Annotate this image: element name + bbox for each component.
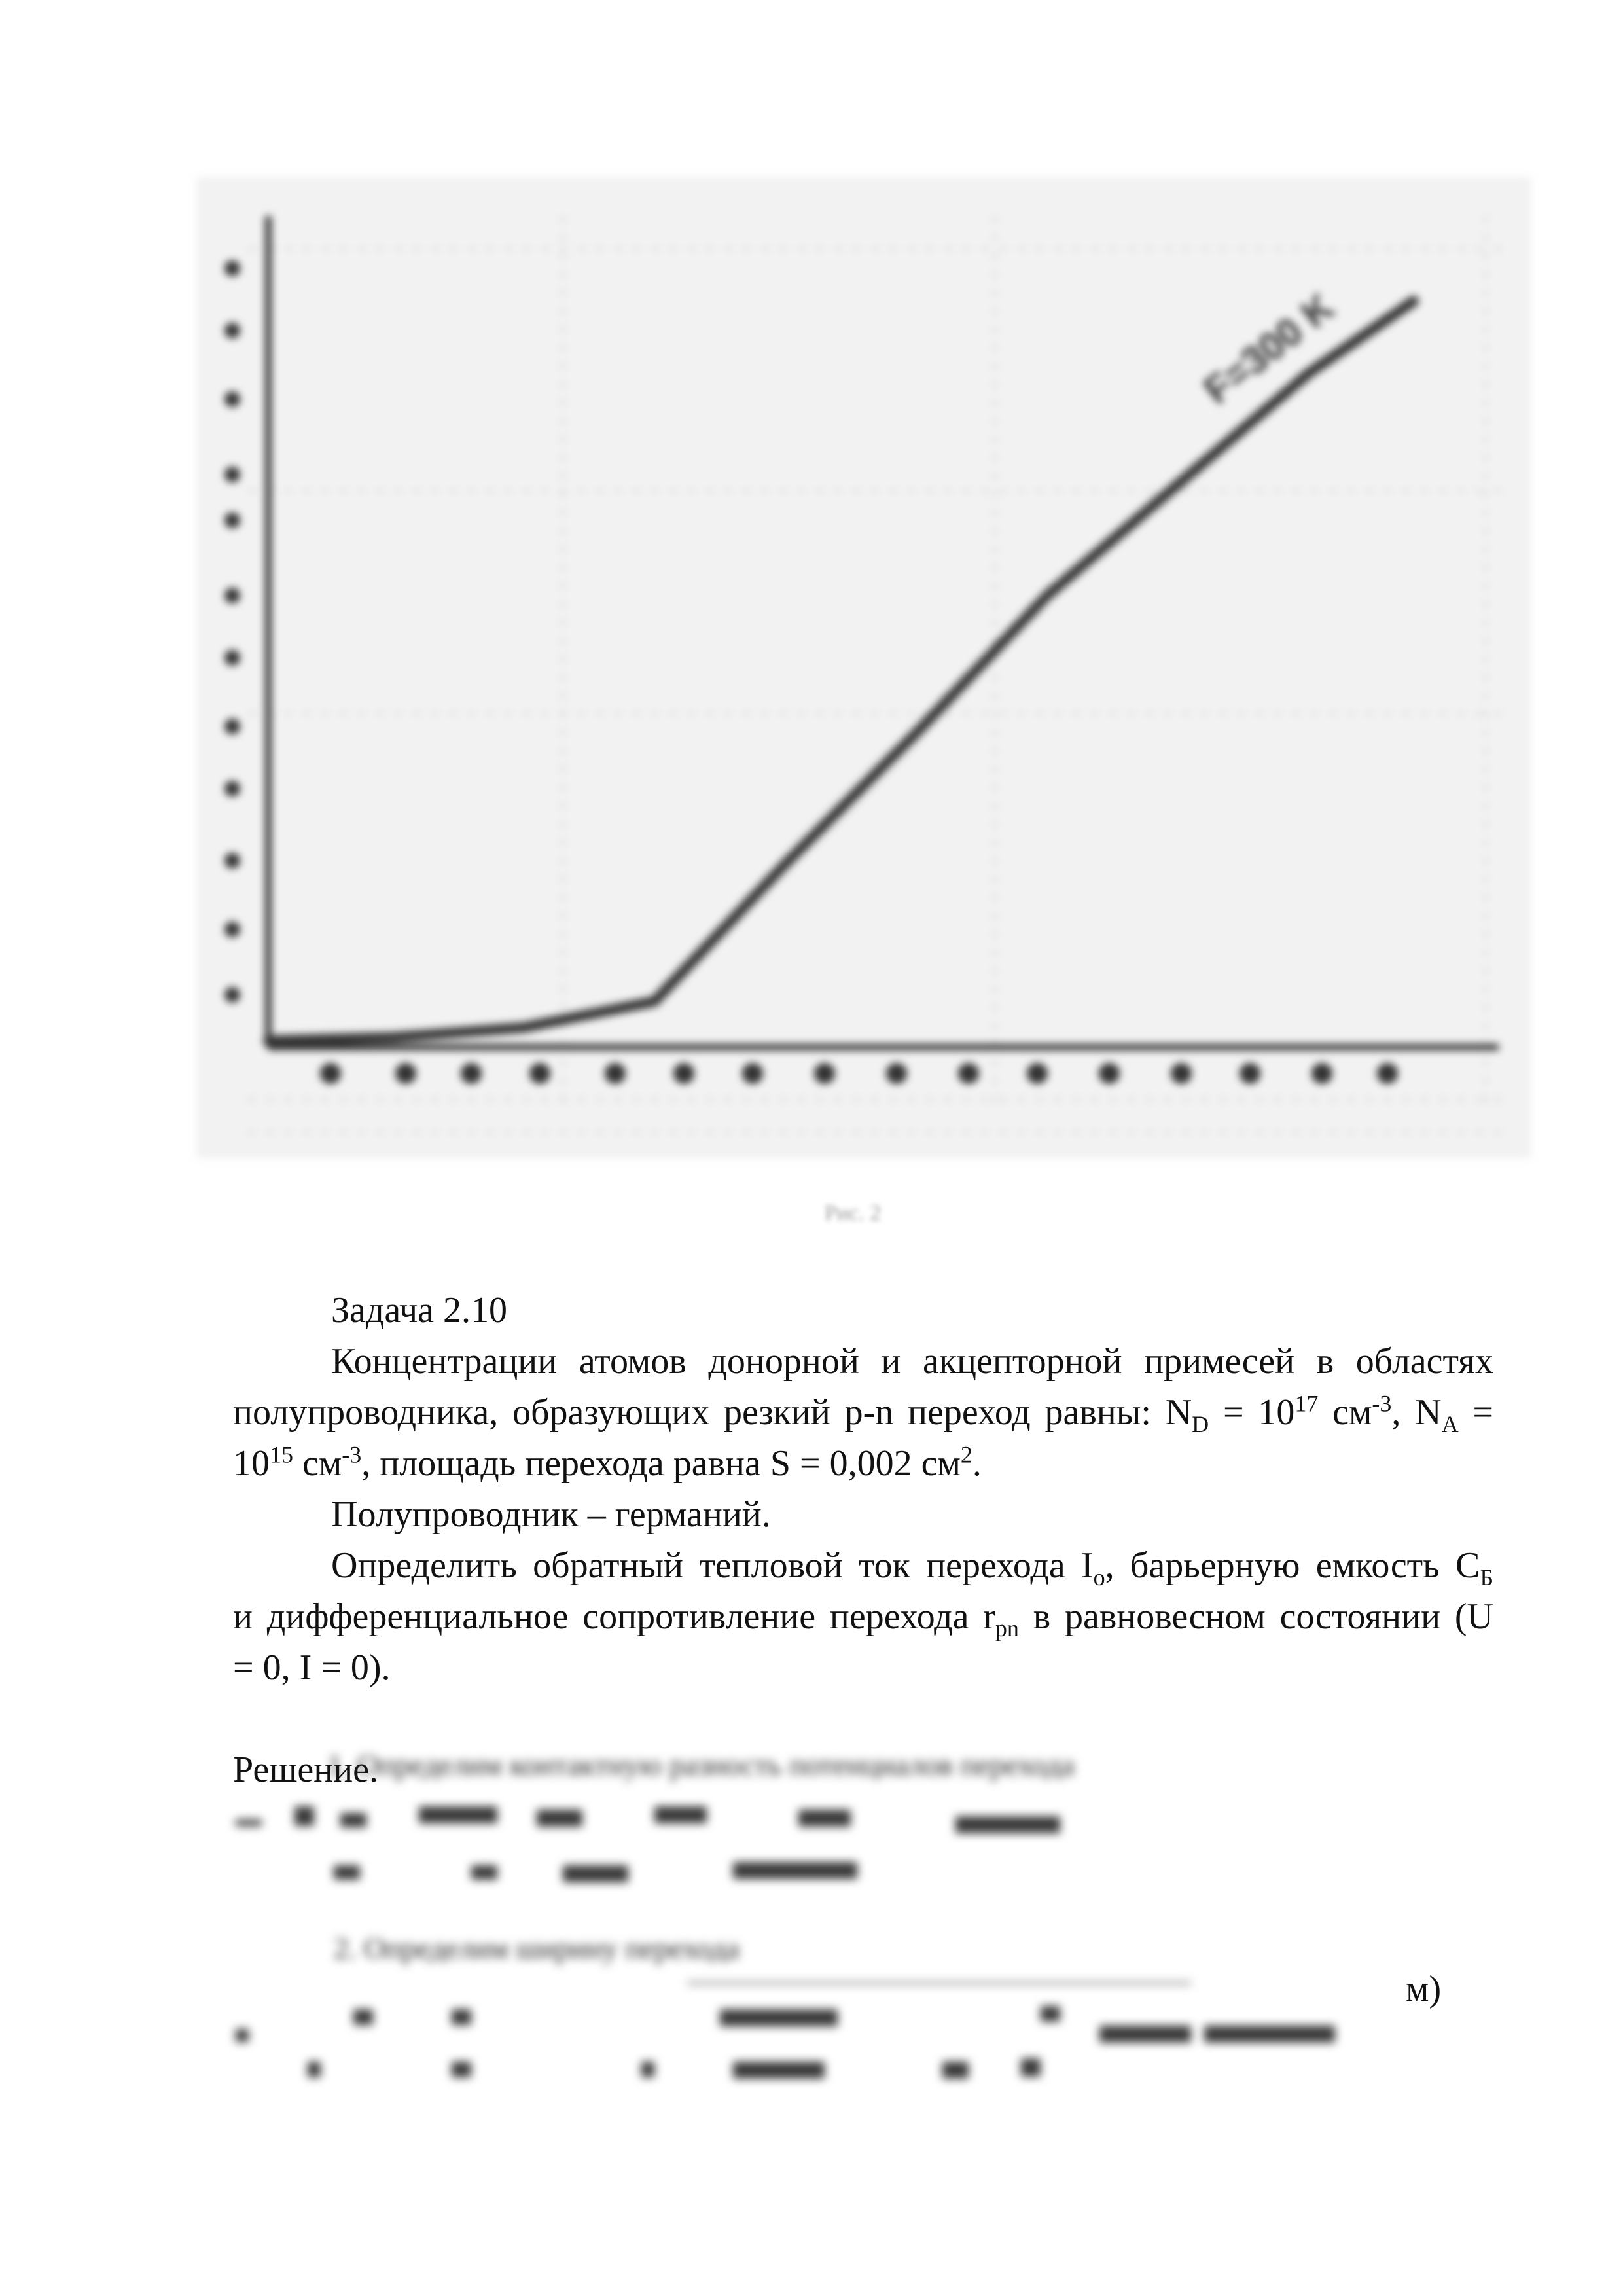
solution-heading: Решение.	[233, 1749, 379, 1790]
task-title: Задача 2.10	[331, 1290, 508, 1331]
solution-units-tail: м)	[1406, 1969, 1442, 2009]
task-paragraph-line-3: $10^{15}$ $см^{-3}$, площадь перехода равна S = 0,002 $см^2$.	[233, 1441, 982, 1484]
task-question-line-1: Определить обратный тепловой ток перехода $I_o$, барьерную емкость $C_Б$	[331, 1545, 1493, 1591]
solution-blurred-region	[236, 1721, 1479, 2088]
task-material: Полупроводник – германий.	[331, 1494, 771, 1535]
figure-caption: Рис. 2	[825, 1201, 882, 1225]
task-paragraph-line-2: полупроводника, образующих резкий p-n переход равны: $N_D = 10^{17}$ $см^{-3}$, $N_A$ =	[233, 1390, 1494, 1438]
task-paragraph-line-1: Концентрации атомов донорной и акцепторной примесей в областях	[331, 1341, 1493, 1382]
task-question-line-3: = 0, I = 0).	[233, 1647, 391, 1688]
solution-step-1: 1. Определим контактную разность потенциалов перехода	[327, 1748, 1075, 1782]
solution-formula-1	[236, 1793, 1479, 1911]
solution-step-2: 2. Определим ширину перехода	[334, 1931, 740, 1965]
curve-label: F=300 K	[1195, 284, 1342, 413]
task-question-line-2: и дифференциальное сопротивление перехода $r_{pn}$ в равновесном состоянии (U	[233, 1596, 1493, 1642]
figure-graph	[196, 177, 1531, 1158]
solution-formula-2	[236, 1970, 1479, 2088]
